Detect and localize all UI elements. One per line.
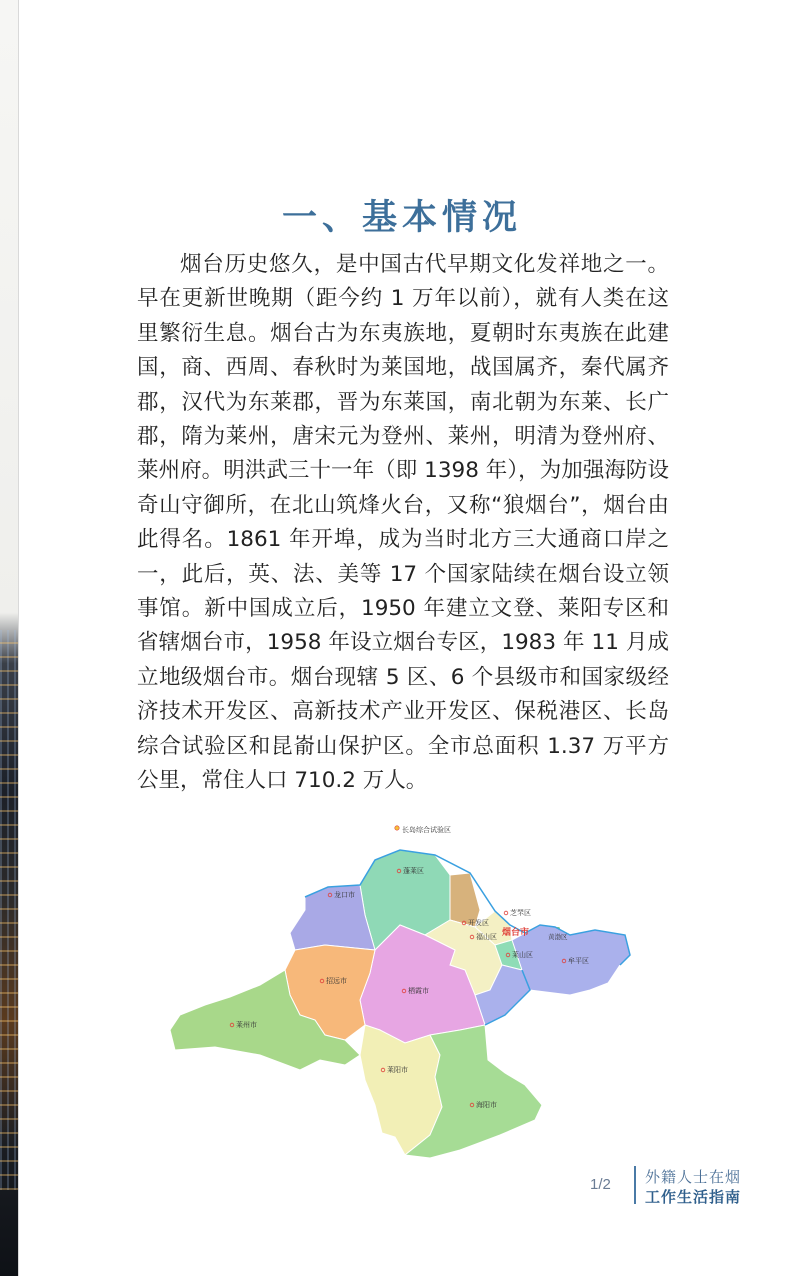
body-text [137,248,669,799]
label-yantai-city: 烟台市 [502,928,530,938]
footer-divider [634,1166,636,1204]
city-marker [504,911,508,915]
label-devzone: 开发区 [468,919,489,927]
label-muping: 牟平区 [568,957,589,965]
changdao-marker [395,826,399,830]
yantai-map [150,815,650,1170]
label-changdao: 长岛综合试验区 [402,826,451,834]
intro-paragraph: 烟台历史悠久，是中国古代早期文化发祥地之一。早在更新世晚期（距今约 1 万年以前），就有人类在这里繁衍生息。烟台古为东夷族地，夏朝时东夷族在此建国，商、西周、春秋时为莱国地，战国属齐，秦代属齐郡，汉代为东莱郡，晋为东莱国，南北朝为东莱、长广郡，隋为莱州，唐宋元为登州、莱州，明清为登州府、莱州府。明洪武三十一年（即 1398 年），为加强海防设奇山守御所，在北山筑烽火台，又称“狼烟台”，烟台由此得名。1861 年开埠，成为当时北方三大通商口岸之一，此后，英、法、美等 17 个国家陆续在烟台设立领事馆。新中国成立后，1950 年建立文登、莱阳专区和省辖烟台市，1958 年设立烟台专区，1983 年 11 月成立地级烟台市。烟台现辖 5 区、6 个县级市和国家级经济技术开发区、高新技术产业开发区、保税港区、长岛综合试验区和昆嵛山保护区。全市总面积 1.37 万平方公里，常住人口 710.2 万人。 [137,252,669,794]
label-laiyang: 莱阳市 [387,1066,408,1074]
label-qixia: 栖霞市 [408,987,429,995]
label-fushan: 福山区 [476,933,497,941]
footer-title-line1: 外籍人士在烟 [645,1168,742,1186]
label-haiyang: 海阳市 [476,1101,497,1109]
label-longkou: 龙口市 [334,891,355,899]
section-title: 一、基本情况 [281,197,522,238]
label-penglai: 蓬莱区 [403,867,424,875]
page-number: 1/2 [590,1176,611,1193]
label-laizhou: 莱州市 [236,1021,257,1029]
label-zhifu: 芝罘区 [510,909,531,917]
label-zhaoyuan: 招远市 [326,977,347,985]
label-huangbo: 黄渤区 [548,933,568,941]
label-laishan: 莱山区 [512,951,533,959]
footer-title-line2: 工作生活指南 [645,1188,742,1206]
